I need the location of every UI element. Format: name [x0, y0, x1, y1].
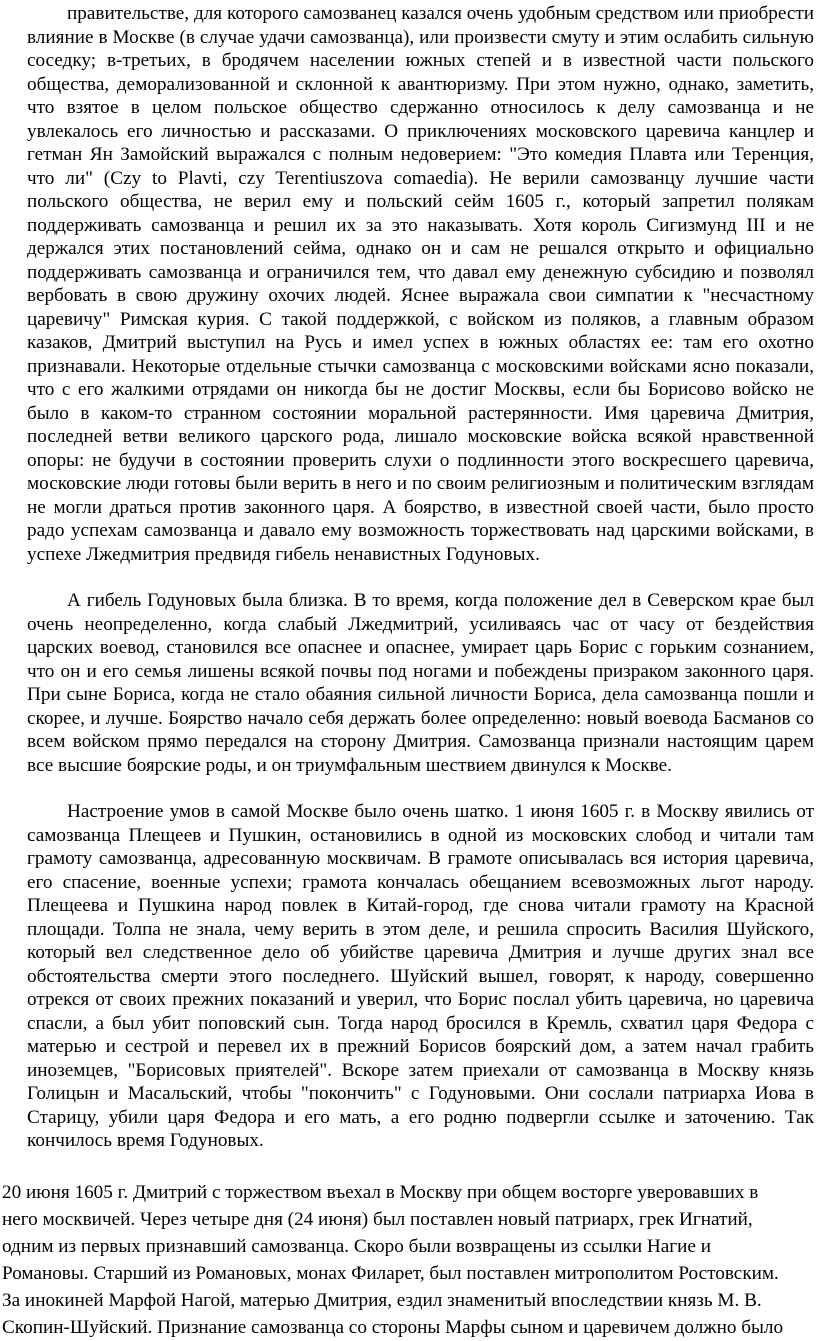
paragraph-dmitry-entry: 20 июня 1605 г. Дмитрий с торжеством въехал в Москву при общем восторге уверовавших в него москвичей. Через четыре дня (24 июня) был поставлен новый патриарх, грек Игнатий, одним из первых признавший самозванца. Скоро были возвращены из ссылки Нагие и Романовы. Старший из Романовых, монах Филарет, был поставлен митрополитом Ростовским. За инокиней Марфой Нагой, матерью Дмитрия, ездил знаменитый впоследствии князь М. В. Скопин-Шуйский. Признание самозванца со стороны Марфы сыном и царевичем должно было	[2, 1181, 784, 1338]
paragraph-godunov-fall: А гибель Годуновых была близка. В то время, когда положение дел в Северском крае был очень неопределенно, когда слабый Лжедмитрий, усиливаясь час от часу от бездействия царских воевод, становился все опаснее и опаснее, умирает царь Борис с горьким сознанием, что он и его семья лишены всякой почвы под ногами и побеждены призраком законного царя. При сыне Бориса, когда не стало обаяния сильной личности Бориса, дела самозванца пошли и скорее, и лучше. Боярство начало себя держать более определенно: новый воевода Басманов со всем войском прямо передался на сторону Дмитрия. Самозванца признали настоящим царем все высшие боярские роды, и он триумфальным шествием двинулся к Москве.	[27, 590, 814, 776]
paragraph-moscow-mood: Настроение умов в самой Москве было очень шатко. 1 июня 1605 г. в Москву явились от самозванца Плещеев и Пушкин, остановились в одной из московских слобод и читали там грамоту самозванца, адресованную москвичам. В грамоте описывалась вся история царевича, его спасение, военные успехи; грамота кончалась обещанием всевозможных льгот народу. Плещеева и Пушкина народ повлек в Китай-город, где снова читали грамоту на Красной площади. Толпа не знала, чему верить в этом деле, и решила спросить Василия Шуйского, который вел следственное дело об убийстве царевича Дмитрия и лучше других знал все обстоятельства смерти этого последнего. Шуйский вышел, говорят, к народу, совершенно отрекся от своих прежних показаний и уверил, что Борис послал убить царевича, но царевича спасли, а был убит поповский сын. Тогда народ бросился в Кремль, схватил царя Федора с матерью и сестрой и перевел их в прежний Борисов боярский дом, а затем начал грабить иноземцев, "Борисовых приятелей". Вскоре затем приехали от самозванца в Москву князь Голицын и Масальский, чтобы "покончить" с Годуновыми. Они сослали патриарха Иова в Старицу, убили царя Федора и его мать, а его родню подвергли ссылке и заточению. Так кончилось время Годуновых.	[27, 801, 814, 1151]
document-page	[2, 0, 814, 1341]
paragraph-polish-society: правительстве, для которого самозванец казался очень удобным средством или приобрести влияние в Москве (в случае удачи самозванца), или произвести смуту и этим ослабить сильную соседку; в-третьих, в бродячем населении южных степей и в известной части польского общества, деморализованной и склонной к авантюризму. При этом нужно, однако, заметить, что взятое в целом польское общество сдержанно относилось к делу самозванца и не увлекалось его личностью и рассказами. О приключениях московского царевича канцлер и гетман Ян Замойский выражался с полным недоверием: "Это комедия Плавта или Теренция, что ли" (Czy to Plavti, czy Terentiuszova comaedia). Не верили самозванцу лучшие части польского общества, не верил ему и польский сейм 1605 г., который запретил полякам поддерживать самозванца и решил их за это наказывать. Хотя король Сигизмунд III и не держался этих постановлений сейма, однако он и сам не решался открыто и официально поддерживать самозванца и ограничился тем, что давал ему денежную субсидию и позволял вербовать в свою дружину охочих людей. Яснее выражала свои симпатии к "несчастному царевичу" Римская курия. С такой поддержкой, с войском из поляков, а главным образом казаков, Дмитрий выступил на Русь и имел успех в южных областях ее: там его охотно признавали. Некоторые отдельные стычки самозванца с московскими войсками ясно показали, что с его жалкими отрядами он никогда бы не достиг Москвы, если бы Борисово войско не было в каком-то странном состоянии моральной растерянности. Имя царевича Дмитрия, последней ветви великого царского рода, лишало московские войска всякой нравственной опоры: не будучи в состоянии проверить слухи о подлинности этого воскресшего царевича, московские люди готовы были верить в него и по своим религиозным и политическим взглядам не могли драться против законного царя. А боярство, в известной своей части, было просто радо успехам самозванца и давало ему возможность торжествовать над царскими войсками, в успехе Лжедмитрия предвидя гибель ненавистных Годуновых.	[27, 3, 814, 565]
